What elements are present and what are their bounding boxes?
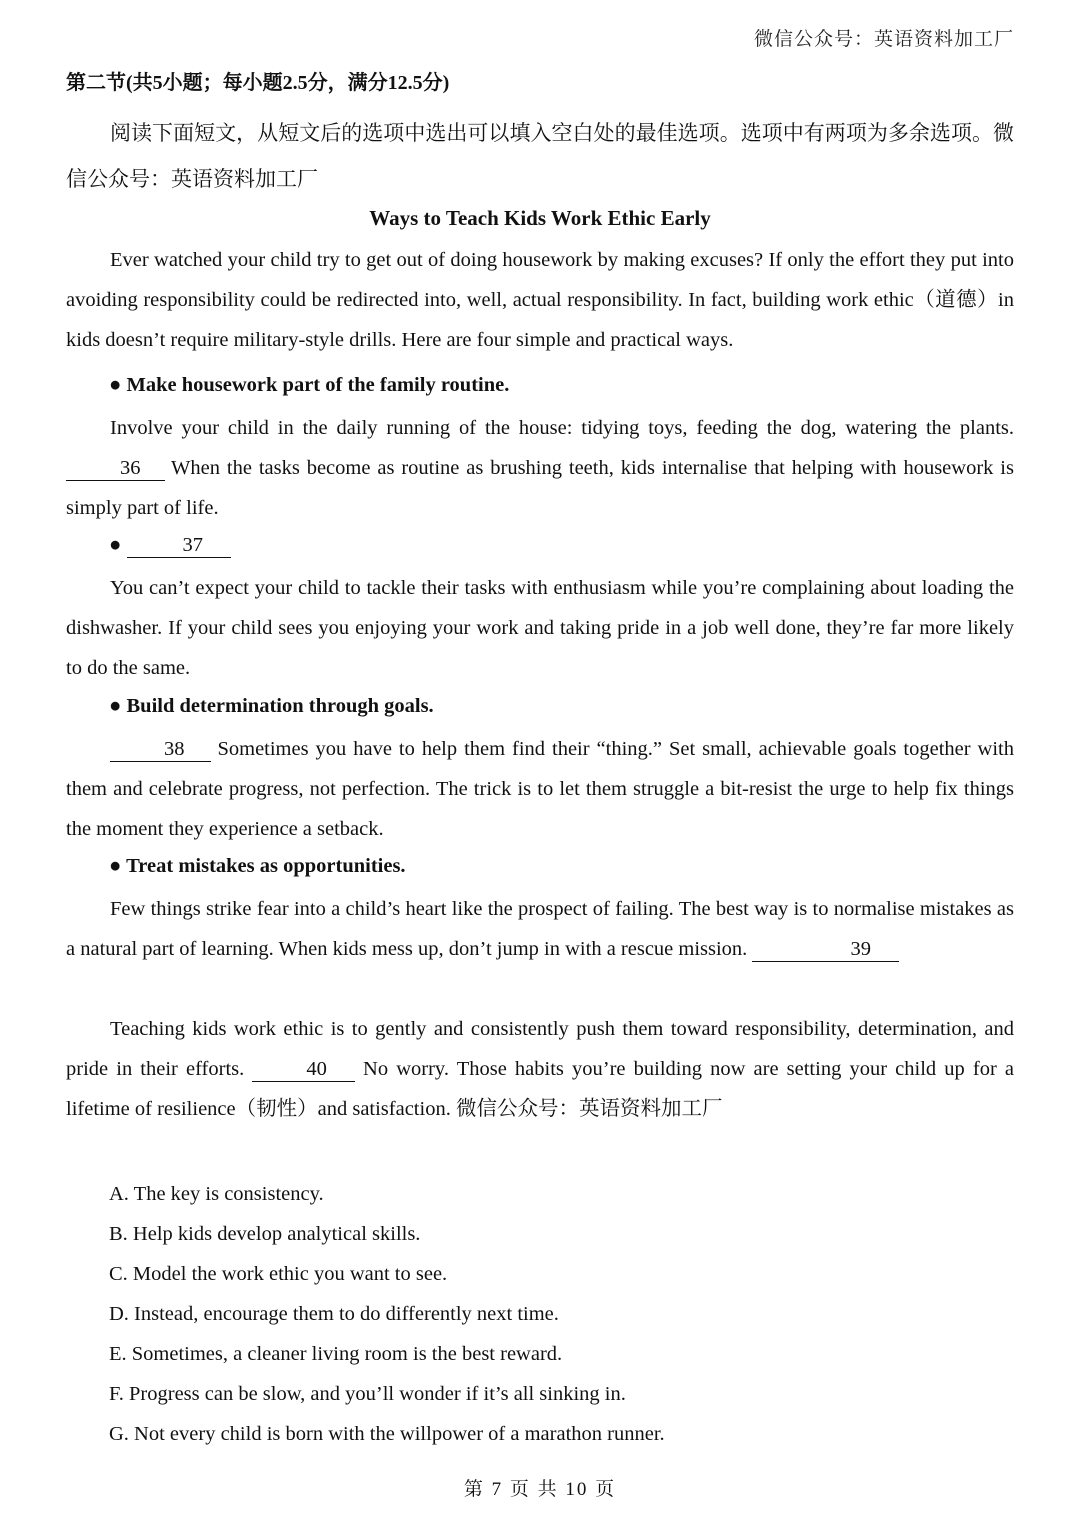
- instructions: 阅读下面短文，从短文后的选项中选出可以填入空白处的最佳选项。选项中有两项为多余选项。微信公众号：英语资料加工厂: [66, 121, 1014, 191]
- option-g: G. Not every child is born with the willpower of a marathon runner.: [109, 1423, 665, 1445]
- paragraph-routine-text: Involve your child in the daily running of the house: tidying toys, feeding the dog, watering the plants.: [110, 417, 1014, 439]
- blank-36: 36: [66, 457, 165, 481]
- option-a: A. The key is consistency.: [109, 1183, 324, 1205]
- option-e: E. Sometimes, a cleaner living room is the best reward.: [109, 1343, 563, 1365]
- paragraph-model: You can’t expect your child to tackle their tasks with enthusiasm while you’re complaining about loading the dishwasher. If your child sees you enjoying your work and taking pride in a job well done, they’re far more likely to do the same.: [66, 577, 1014, 680]
- heading-37: [109, 534, 231, 558]
- paragraph-routine: [66, 408, 1014, 529]
- option-c: C. Model the work ethic you want to see.: [109, 1263, 448, 1285]
- intro-paragraph: Ever watched your child try to get out of doing housework by making excuses? If only the effort they put into avoiding responsibility could be redirected into, well, actual responsibility. In fact, building work ethic（道德）in kids doesn’t require military-style drills. Here are four simple and practical ways.: [66, 249, 1014, 352]
- paragraph-mistakes: [66, 889, 1014, 969]
- section-title: 第二节(共5小题；每小题2.5分，满分12.5分): [66, 72, 450, 94]
- paragraph-conclusion: [66, 1009, 1014, 1130]
- option-d: D. Instead, encourage them to do differently next time.: [109, 1303, 559, 1325]
- blank-37: 37: [127, 534, 232, 558]
- passage-title: Ways to Teach Kids Work Ethic Early: [369, 206, 711, 230]
- paragraph-mistakes-text: Few things strike fear into a child’s heart like the prospect of failing. The best way is to normalise mistakes as a natural part of learning. When kids mess up, don’t jump in with a rescue mission.: [66, 898, 1014, 961]
- blank-40: 40: [252, 1058, 355, 1082]
- header-wechat: 微信公众号：英语资料加工厂: [753, 29, 1014, 50]
- paragraph-goals: [66, 729, 1014, 850]
- blank-38: 38: [110, 738, 211, 762]
- paragraph-goals-text: Sometimes you have to help them find their “thing.” Set small, achievable goals together with them and celebrate progress, not perfection. The trick is to let them struggle a bit-resist the urge to help fix things the moment they experience a setback.: [66, 738, 1015, 841]
- bullet-glyph: ●: [109, 534, 122, 556]
- option-b: B. Help kids develop analytical skills.: [109, 1223, 421, 1245]
- blank-39: 39: [752, 938, 899, 962]
- page-number: 第 7 页 共 10 页: [463, 1479, 617, 1500]
- heading-mistakes: ● Treat mistakes as opportunities.: [109, 855, 406, 877]
- paragraph-conclusion-text-2: No worry. Those habits you’re building now are setting your child up for a lifetime of resilience（韧性）and satisfaction. 微信公众号：英语资料加工厂: [66, 1058, 1015, 1121]
- option-f: F. Progress can be slow, and you’ll wonder if it’s all sinking in.: [109, 1383, 626, 1405]
- paragraph-routine-text-2: When the tasks become as routine as brushing teeth, kids internalise that helping with housework is simply part of life.: [66, 457, 1014, 520]
- paragraph-conclusion-text: Teaching kids work ethic is to gently and consistently push them toward responsibility, determination, and pride in their efforts.: [66, 1018, 1014, 1081]
- heading-goals: ● Build determination through goals.: [109, 695, 434, 717]
- heading-routine: ● Make housework part of the family routine.: [109, 374, 510, 396]
